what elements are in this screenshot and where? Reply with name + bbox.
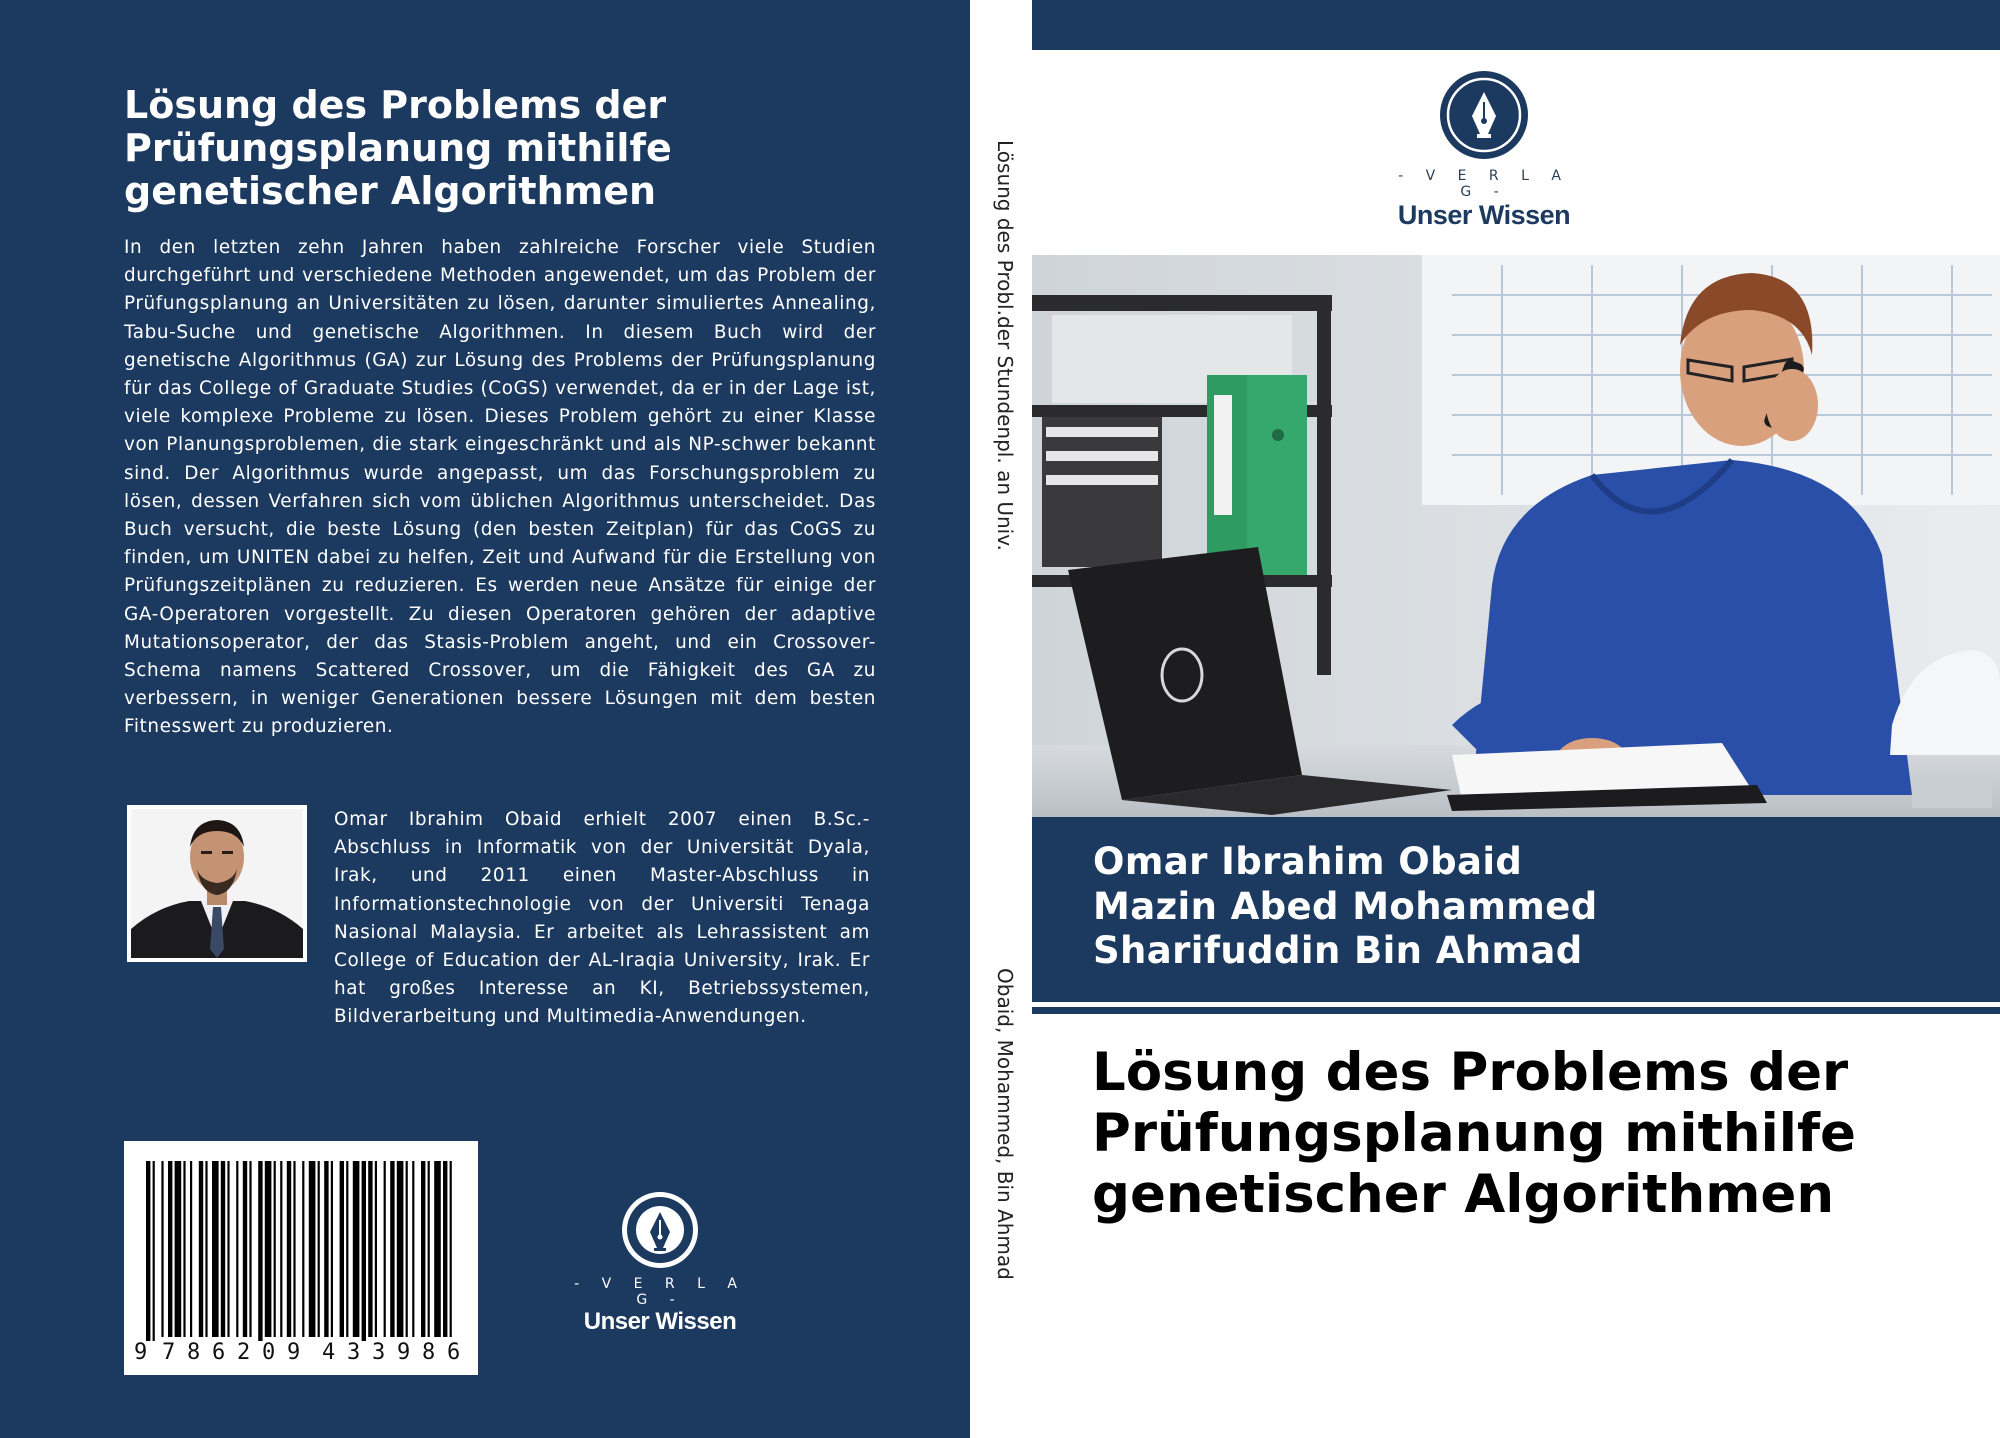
front-cover-title: Lösung des Problems der Prüfungsplanung mithilfe genetischer Algorithmen <box>1092 1042 1856 1225</box>
isbn-digit: 6 <box>212 1340 226 1365</box>
barcode-bar <box>227 1161 229 1337</box>
author-bio: Omar Ibrahim Obaid erhielt 2007 einen B.Sc.-Abschluss in Informatik von der Universität Dyala, Irak, und 2011 einen Master-Abschluss in Informationstechnologie von der Universiti Tenaga Nasional Malaysia. Er arbeitet als Lehrassistent am College of Education der AL-Iraqia University, Irak. Er hat großes Interesse an KI, Betriebssystemen, Bildverarbeitung und Multimedia-Anwendungen. <box>334 809 870 1028</box>
barcode-bar <box>450 1161 452 1337</box>
publisher-brand: Unser Wissen <box>1397 200 1571 230</box>
publisher-seal-icon <box>620 1190 700 1270</box>
barcode-bar <box>412 1161 414 1337</box>
barcode-bar <box>212 1161 219 1337</box>
author-name: Sharifuddin Bin Ahmad <box>1093 929 1583 972</box>
back-publisher-logo <box>560 1190 760 1335</box>
spine-title: Lösung des Probl.der Stundenpl. an Univ. <box>993 140 1017 551</box>
barcode-bar <box>258 1161 262 1341</box>
barcode-bar <box>397 1161 404 1337</box>
divider-rule <box>1032 1007 2000 1014</box>
back-cover-title: Lösung des Problems der Prüfungsplanung mithilfe genetischer Algorithmen <box>124 83 672 213</box>
barcode-bar <box>205 1161 207 1337</box>
barcode-bar <box>146 1161 150 1341</box>
isbn-digit: 8 <box>187 1340 201 1365</box>
barcode-bar <box>390 1161 394 1337</box>
isbn-digit: 9 <box>397 1340 411 1365</box>
barcode-bar <box>421 1161 425 1337</box>
barcode-bar <box>190 1161 192 1337</box>
barcode-bar <box>175 1161 182 1337</box>
barcode-bar <box>368 1161 372 1337</box>
barcode-bar <box>302 1161 304 1337</box>
barcode-bar <box>362 1161 366 1341</box>
isbn-digit: 7 <box>162 1340 176 1365</box>
barcode-bar <box>161 1161 163 1337</box>
author-photo <box>131 809 303 958</box>
isbn-digit: 9 <box>134 1340 148 1365</box>
publisher-brand: Unser Wissen <box>583 1308 737 1335</box>
verlag-label: - V E R L A G - <box>1398 168 1570 200</box>
pen-nib-icon <box>1439 70 1529 160</box>
barcode-bar <box>324 1161 328 1337</box>
isbn-digit: 6 <box>447 1340 461 1365</box>
front-publisher-logo <box>1384 70 1584 230</box>
barcode-bar <box>384 1161 386 1337</box>
isbn-digit: 3 <box>347 1340 361 1365</box>
isbn-number <box>134 1340 474 1368</box>
barcode-bar <box>346 1161 348 1337</box>
back-cover <box>0 0 970 1438</box>
front-cover <box>1032 0 2000 1438</box>
barcode-bar <box>199 1161 203 1337</box>
barcode-bar <box>153 1161 155 1341</box>
verlag-label: - V E R L A G - <box>574 1276 746 1308</box>
barcode-bar <box>280 1161 282 1337</box>
cover-photo <box>1032 255 2000 817</box>
author-photo-frame <box>127 805 307 962</box>
barcode-bar <box>406 1161 408 1337</box>
isbn-digit: 9 <box>287 1340 301 1365</box>
isbn-barcode <box>124 1141 478 1375</box>
barcode-bar <box>434 1161 441 1337</box>
barcode-bar <box>293 1161 295 1337</box>
barcode-bar <box>318 1161 320 1337</box>
barcode-bar <box>340 1161 344 1337</box>
author-portrait-image <box>131 809 303 958</box>
back-cover-blurb: In den letzten zehn Jahren haben zahlreiche Forscher viele Studien durchgeführt und verschiedene Methoden angewendet, um das Problem der Prüfungsplanung an Universitäten zu lösen, darunter simuliertes Annealing, Tabu-Suche und genetische Algorithmen. In diesem Buch wird der genetische Algorithmus (GA) zur Lösung des Problems der Prüfungsplanung für das College of Graduate Studies (CoGS) verwendet, da er in der Lage ist, viele komplexe Probleme zu lösen. Dieses Problem gehört zu einer Klasse von Planungsproblemen, die stark eingeschränkt und als NP-schwer bekannt sind. Der Algorithmus wurde angepasst, um das Forschungsproblem zu lösen, dessen Verfahren sich vom üblichen Algorithmus unterscheidet. Das Buch versucht, die beste Lösung (den besten Zeitplan) für das CoGS zu finden, um UNITEN dabei zu helfen, Zeit und Aufwand für die Erstellung von Prüfungszeitplänen zu reduzieren. Es werden neue Ansätze für einige der GA-Operatoren vorgestellt. Zu diesen Operatoren gehören der adaptive Mutationsoperator, der das Stasis-Problem angeht, und ein Crossover-Schema namens Scattered Crossover, um die Fähigkeit des GA zu verbessern, in weniger Generationen bessere Lösungen mit dem besten Fitnesswert zu produzieren. <box>124 237 876 738</box>
barcode-bar <box>183 1161 185 1337</box>
isbn-digit: 8 <box>422 1340 436 1365</box>
barcode-bar <box>243 1161 247 1337</box>
barcode-bar <box>287 1161 291 1337</box>
spine <box>970 0 1032 1438</box>
authors-band <box>1032 817 2000 1002</box>
barcode-bar <box>428 1161 430 1337</box>
isbn-digit: 2 <box>237 1340 251 1365</box>
office-man-on-phone-image <box>1032 255 2000 817</box>
barcode-bar <box>309 1161 316 1337</box>
barcode-bar <box>249 1161 251 1337</box>
isbn-digit: 4 <box>322 1340 336 1365</box>
barcode-bar <box>353 1161 360 1337</box>
isbn-digit: 0 <box>262 1340 276 1365</box>
barcode-bar <box>331 1161 333 1337</box>
barcode-bar <box>375 1161 377 1337</box>
author-name: Mazin Abed Mohammed <box>1093 885 1598 928</box>
isbn-digit: 3 <box>372 1340 386 1365</box>
barcode-bar <box>221 1161 225 1337</box>
barcode-bars <box>124 1141 478 1341</box>
front-top-bar <box>1032 0 2000 50</box>
spine-authors: Obaid, Mohammed, Bin Ahmad <box>993 968 1017 1280</box>
barcode-bar <box>236 1161 238 1337</box>
barcode-bar <box>443 1161 447 1337</box>
barcode-bar <box>168 1161 172 1337</box>
barcode-bar <box>265 1161 272 1337</box>
barcode-bar <box>274 1161 276 1337</box>
author-name: Omar Ibrahim Obaid <box>1093 840 1523 883</box>
